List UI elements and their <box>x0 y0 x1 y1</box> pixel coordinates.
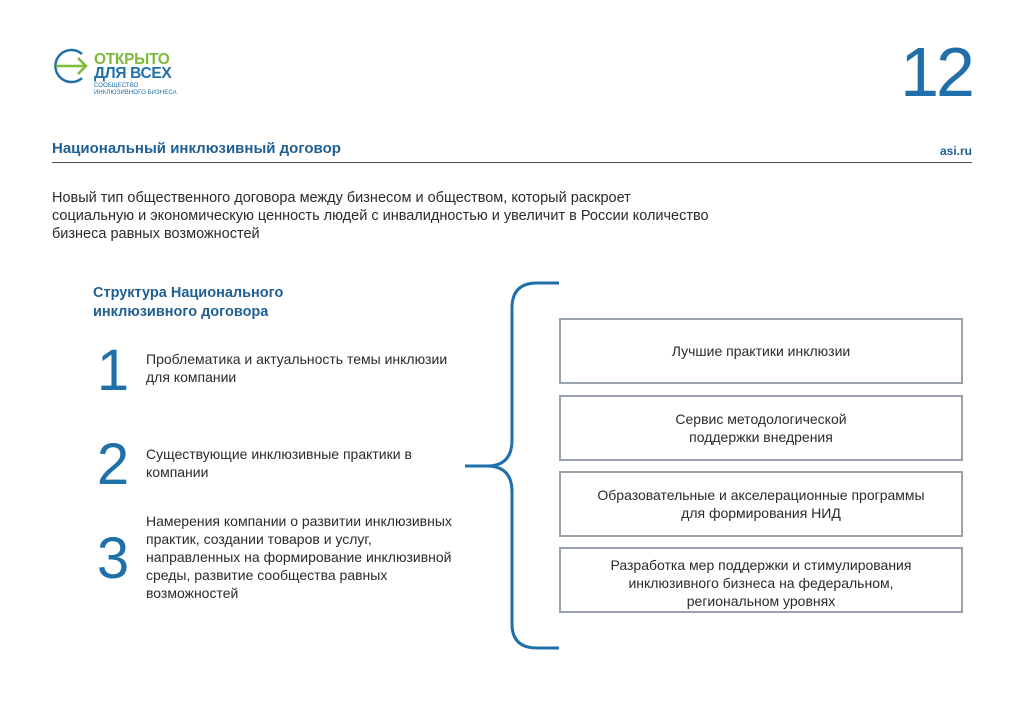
curly-bracket <box>462 280 562 652</box>
practice-box-support-measures <box>559 547 963 613</box>
logo-subtitle-line1: СООБЩЕСТВО <box>94 83 139 89</box>
practice-box-education <box>559 471 963 537</box>
site-link[interactable]: asi.ru <box>939 144 972 158</box>
intro-text: Новый тип общественного договора между бизнесом и обществом, который раскроет социальную и экономическую ценность людей с инвалидностью и увеличит в России количество бизнеса равных возможностей <box>52 190 709 242</box>
arrow-circle-icon <box>52 46 92 86</box>
box-line: инклюзивного бизнеса на федеральном, <box>628 575 894 591</box>
structure-title: Структура Национального инклюзивного договора <box>93 285 284 320</box>
logo-text-line1: ОТКРЫТО <box>94 51 170 68</box>
box-line: региональном уровнях <box>686 593 836 609</box>
box-line: Образовательные и акселерационные программы <box>597 487 925 503</box>
box-text <box>611 556 912 610</box>
step-text: Намерения компании о развитии инклюзивных практик, создании товаров и услуг, направленных на формирование инклюзивной среды, развитие сообщества равных возможностей <box>146 513 452 601</box>
practice-box-method-service <box>559 395 963 461</box>
box-line: для формирования НИД <box>681 505 841 521</box>
box-line: Лучшие практики инклюзии <box>671 343 851 359</box>
logo-subtitle <box>94 83 177 97</box>
logo-subtitle-line2: ИНКЛЮЗИВНОГО БИЗНЕСА <box>94 90 177 96</box>
section-title: Национальный инклюзивный договор <box>52 140 341 157</box>
step-text: Существующие инклюзивные практики в компании <box>146 446 412 480</box>
page-number: 12 <box>900 33 972 111</box>
box-line: Разработка мер поддержки и стимулирования <box>610 557 912 573</box>
step-number: 1 <box>96 338 130 403</box>
logo <box>52 46 212 106</box>
box-text <box>672 342 850 360</box>
practice-box-best-practices <box>559 318 963 384</box>
step-number: 2 <box>96 432 130 497</box>
header-divider <box>52 162 972 163</box>
box-text <box>675 410 846 446</box>
logo-text-line2: ДЛЯ ВСЕХ <box>94 65 172 82</box>
box-text <box>597 486 924 522</box>
box-line: Сервис методологической <box>675 411 847 427</box>
box-line: поддержки внедрения <box>689 429 833 445</box>
step-text: Проблематика и актуальность темы инклюзии для компании <box>146 351 448 385</box>
step-number: 3 <box>96 526 130 591</box>
